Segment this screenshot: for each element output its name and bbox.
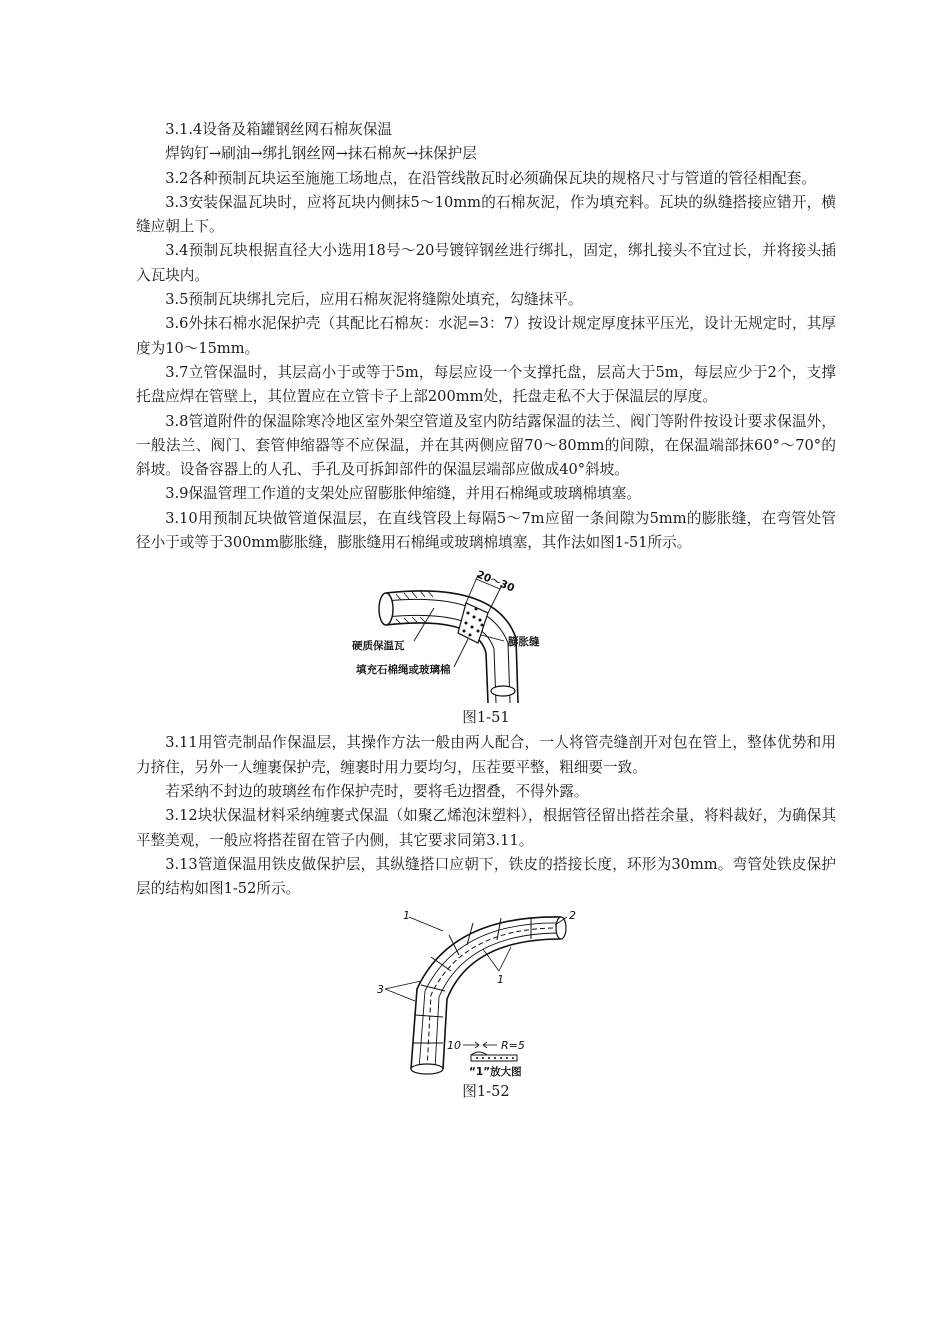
expansion-joint-diagram [326,563,646,703]
paragraph-glass-cloth: 若采纳不封边的玻璃丝布作保护壳时，要将毛边摺叠，不得外露。 [165,782,589,800]
paragraph-3-6: 3.6外抹石棉水泥保护壳（其配比石棉灰：水泥=3：7）按设计规定厚度抹平压光，设计无规定时，其厚度为10～15mm。 [136,315,836,357]
paragraph-3-4: 3.4预制瓦块根据直径大小选用18号～20号镀锌钢丝进行绑扎，固定，绑扎接头不宜过长，并将接头插入瓦块内。 [136,242,836,284]
paragraph-3-7: 3.7立管保温时，其层高小于或等于5m，每层应设一个支撑托盘，层高大于5m，每层应少于2个，支撑托盘应焊在管壁上，其位置应在立管卡子上部200mm处，托盘走私不大于保温层的厚度。 [136,363,836,406]
paragraph-3-12: 3.12块状保温材料采纳缠裹式保温（如聚乙烯泡沫塑料），根据管径留出搭茬余量，将料裁好，为确保其平整美观，一般应将搭茬留在管子内侧，其它要求同第3.11。 [136,807,836,849]
label-expansion-joint: 膨胀缝 [508,636,540,649]
label-filler: 填充石棉绳或玻璃棉 [356,664,451,677]
figure-1-52 [136,909,836,1103]
callout-1-top: 1 [403,909,410,923]
figure-1-51 [136,563,836,729]
figure-1-52-caption: 图1-52 [462,1083,510,1101]
detail-radius: R=5 [501,1039,525,1053]
detail-dimension-10: 10 [447,1039,461,1053]
paragraph-3-3: 3.3安装保温瓦块时，应将瓦块内侧抹5～10mm的石棉灰泥，作为填充料。瓦块的纵缝搭接应错开，横缝应朝上下。 [136,193,836,236]
paragraph-3-8: 3.8管道附件的保温除寒冷地区室外架空管道及室内防结露保温的法兰、阀门等附件按设计要求保温外，一般法兰、阀门、套管伸缩器等不应保温，并在其两侧应留70～80mm的间隙，在保温端部抹60°～70°的斜坡。设备容器上的人孔、手孔及可拆卸部件的保温层端部应做成40°斜坡。 [136,412,836,479]
label-hard-tile: 硬质保温瓦 [352,640,405,653]
sheet-metal-elbow-diagram [371,909,601,1079]
paragraph-3-10: 3.10用预制瓦块做管道保温层，在直线管段上每隔5～7m应留一条间隙为5mm的膨胀缝，在弯管处管径小于或等于300mm膨胀缝，膨胀缝用石棉绳或玻璃棉填塞，其作法如图1-51所示。 [136,509,836,552]
paragraph-3-9: 3.9保温管理工作道的支架处应留膨胀伸缩缝，并用石棉绳或玻璃棉填塞。 [165,485,641,503]
dimension-label: 20～30 [474,568,517,596]
paragraph-3-2: 3.2各种预制瓦块运至施施工场地点，在沿管线散瓦时必须确保瓦块的规格尺寸与管道的管径相配套。 [165,169,816,187]
paragraph-3-13: 3.13管道保温用铁皮做保护层，其纵缝搭口应朝下，铁皮的搭接长度，环形为30mm。弯管处铁皮保护层的结构如图1-52所示。 [136,855,836,898]
joint-filler-block [458,603,488,643]
detail-caption: “1”放大图 [469,1066,522,1079]
callout-3: 3 [377,983,384,997]
callout-1-mid: 1 [497,973,504,987]
document-content [136,118,836,1103]
callout-2: 2 [569,909,576,923]
figure-1-51-caption: 图1-51 [462,709,510,727]
heading-3-1-4: 3.1.4设备及箱罐钢丝网石棉灰保温 [165,121,393,138]
paragraph-3-11: 3.11用管壳制品作保温层，其操作方法一般由两人配合，一人将管壳缝剖开对包在管上，整体优势和用力挤住，另外一人缠裹保护壳，缠裹时用力要均匀，压茬要平整，粗细要一致。 [136,734,836,776]
paragraph-3-5: 3.5预制瓦块绑扎完后，应用石棉灰泥将缝隙处填充，勾缝抹平。 [165,291,583,309]
process-flow: 焊钩钉→刷油→绑扎钢丝网→抹石棉灰→抹保护层 [165,145,477,163]
